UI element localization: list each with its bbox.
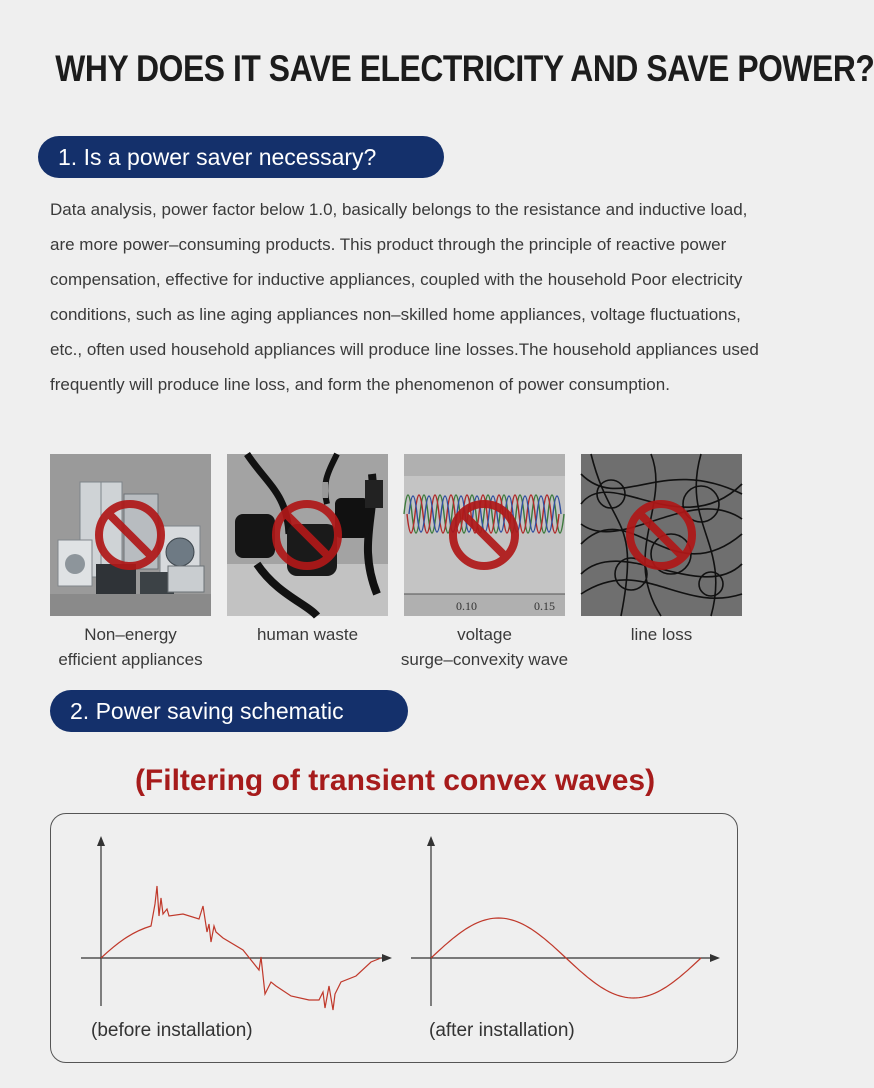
problem-tiles [50, 454, 742, 669]
waveform-image [404, 454, 565, 616]
appliances-tile [50, 454, 211, 616]
appliances-image [50, 454, 211, 616]
wires-tile [581, 454, 742, 616]
axis-tick-010: 0.10 [456, 599, 477, 613]
after-graph [411, 836, 720, 1006]
section-heading-schematic: 2. Power saving schematic [50, 690, 408, 732]
tile-caption-appliances [40, 622, 221, 672]
description-paragraph: Data analysis, power factor below 1.0, basically belongs to the resistance and inductive load, are more power–consuming products. This product through the principle of reactive power compensation, effective for inductive appliances, coupled with the household Poor electricity conditions, such as line aging appliances non–skilled home appliances, voltage fluctuations, etc., often used household appliances will produce line losses.The household appliances used frequently will produce line loss, and form the phenomenon of power consumption. [50, 200, 759, 394]
plugs-tile [227, 454, 388, 616]
caption-line: surge–convexity wave [400, 650, 569, 669]
tile-caption-line-loss [581, 622, 742, 647]
caption-line: human waste [256, 625, 359, 644]
before-graph [81, 836, 392, 1010]
schematic-box [50, 813, 738, 1063]
caption-line: line loss [630, 625, 693, 644]
page-title: WHY DOES IT SAVE ELECTRICITY AND SAVE POWER? [55, 48, 874, 89]
schematic-subtitle: (Filtering of transient convex waves) [134, 764, 656, 797]
caption-line: efficient appliances [58, 650, 203, 669]
tangled-wires-image [581, 454, 742, 616]
section-heading-necessity: 1. Is a power saver necessary? [38, 136, 444, 178]
caption-line: Non–energy [84, 625, 177, 644]
plugs-image [227, 454, 388, 616]
after-installation-label: (after installation) [429, 1020, 575, 1041]
tile-caption-plugs [227, 622, 388, 647]
axis-tick-015: 0.15 [534, 599, 555, 613]
tile-caption-voltage [384, 622, 585, 672]
before-installation-label: (before installation) [91, 1020, 253, 1041]
waveform-tile [404, 454, 565, 616]
caption-line: voltage [457, 625, 512, 644]
